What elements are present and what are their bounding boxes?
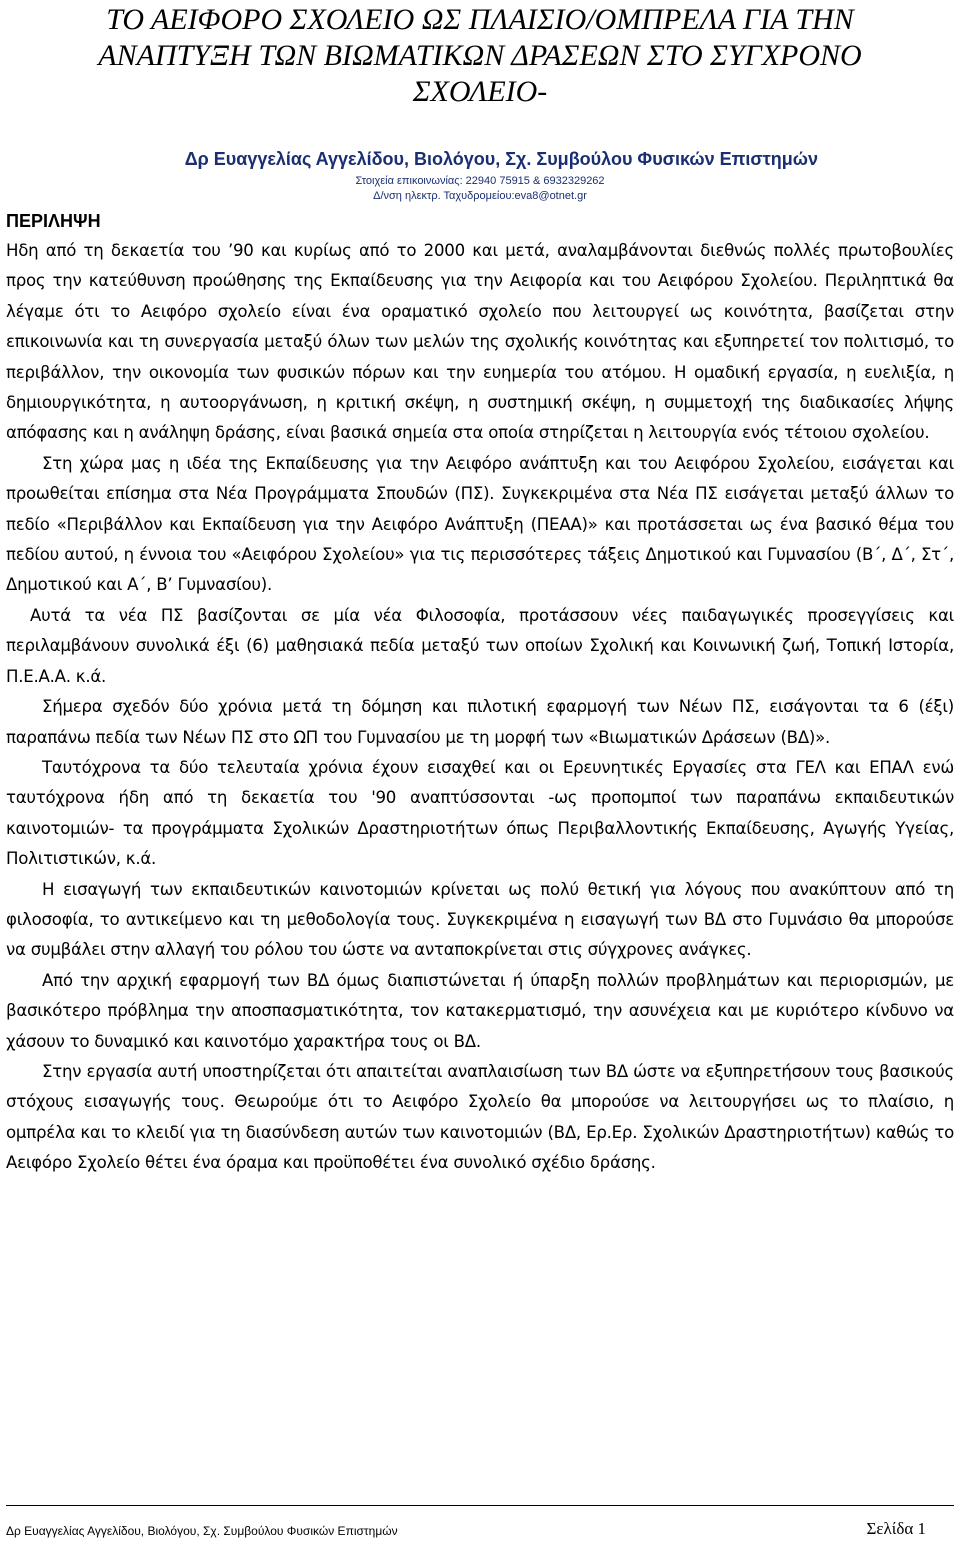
footer-author: Δρ Ευαγγελίας Αγγελίδου, Βιολόγου, Σχ. Συμβούλου Φυσικών Επιστημών <box>6 1524 398 1538</box>
paragraph: Αυτά τα νέα ΠΣ βασίζονται σε μία νέα Φιλοσοφία, προτάσσουν νέες παιδαγωγικές προσεγγίσεις και περιλαμβάνουν συνολικά έξι (6) μαθησιακά πεδία μεταξύ των οποίων Σχολική και Κοινωνική ζωή, Τοπική Ιστορία, Π.Ε.Α.Α. κ.ά. <box>6 605 954 686</box>
paragraph: Σήμερα σχεδόν δύο χρόνια μετά τη δόμηση και πιλοτική εφαρμογή των Νέων ΠΣ, εισάγονται τα 6 (έξι) παραπάνω πεδία των Νέων ΠΣ στο ΩΠ του Γυμνασίου με τη μορφή των «Βιωματικών Δράσεων (ΒΔ)». <box>6 697 954 747</box>
contact-info <box>270 174 690 204</box>
author-block <box>185 148 818 170</box>
document-body <box>6 236 954 1179</box>
paragraph: Στην εργασία αυτή υποστηρίζεται ότι απαιτείται αναπλαισίωση των ΒΔ ώστε να εξυπηρετήσουν τους βασικούς στόχους εισαγωγής τους. Θεωρούμε ότι το Αειφόρο Σχολείο θα μπορούσε να λειτουργήσει ως το πλαίσιο, η ομπρέλα και το κλειδί για τη διασύνδεση αυτών των καινοτομιών (ΒΔ, Ερ.Ερ. Σχολικών Δραστηριοτήτων) καθώς το Αειφόρο Σχολείο θέτει ένα όραμα και προϋποθέτει ένα συνολικό σχέδιο δράσης. <box>6 1061 954 1173</box>
paragraph: Στη χώρα μας η ιδέα της Εκπαίδευσης για την Αειφόρο ανάπτυξη και του Αειφόρου Σχολείου, εισάγεται και προωθείται επίσημα στα Νέα Προγράμματα Σπουδών (ΠΣ). Συγκεκριμένα στα Νέα ΠΣ εισάγεται μεταξύ άλλων το πεδίο «Περιβάλλον και Εκπαίδευση για την Αειφόρο Ανάπτυξη (ΠΕΑΑ)» και προτάσσεται ως ένα βασικό θέμα του πεδίου αυτού, η έννοια του «Αειφόρου Σχολείου» για τις περισσότερες τάξεις Δημοτικού και Γυμνασίου (Β΄, Δ΄, Στ΄, Δημοτικού και Α΄, Β’ Γυμνασίου). <box>6 453 954 595</box>
page-number: Σελίδα 1 <box>866 1519 926 1538</box>
title-line: ΑΝΑΠΤΥΞΗ ΤΩΝ ΒΙΩΜΑΤΙΚΩΝ ΔΡΑΣΕΩΝ ΣΤΟ ΣΥΓΧΡΟΝΟ <box>98 39 862 72</box>
contact-email: Δ/νση ηλεκτρ. Ταχυδρομείου:eva8@otnet.gr <box>373 190 587 202</box>
author-name: Δρ Ευαγγελίας Αγγελίδου, Βιολόγου, Σχ. Συμβούλου Φυσικών Επιστημών <box>184 149 818 169</box>
paragraph: Από την αρχική εφαρμογή των ΒΔ όμως διαπιστώνεται ή ύπαρξη πολλών προβλημάτων και περιορισμών, με βασικότερο πρόβλημα την αποσπασματικότητα, τον κατακερματισμό, την ασυνέχεια και με κυριότερο κίνδυνο να χάσουν το δυναμικό και καινοτόμο χαρακτήρα τους οι ΒΔ. <box>6 970 954 1051</box>
document-title <box>0 2 960 110</box>
paragraph: Ηδη από τη δεκαετία του ’90 και κυρίως από το 2000 και μετά, αναλαμβάνονται διεθνώς πολλές πρωτοβουλίες προς την κατεύθυνση προώθησης της Εκπαίδευσης για την Αειφορία και του Αειφόρου Σχολείου. Περιληπτικά θα λέγαμε ότι το Αειφόρο σχολείο είναι ένα οραματικό σχολείο που λειτουργεί ως κοινότητα, βασίζεται στην επικοινωνία και τη συνεργασία μεταξύ όλων των μελών της σχολικής κοινότητας και εξυπηρετεί τον πολιτισμό, το περιβάλλον, την οικονομία των φυσικών πόρων και την ευημερία του ατόμου. Η ομαδική εργασία, η ευελιξία, η δημιουργικότητα, η αυτοοργάνωση, η κριτική σκέψη, η συστημική σκέψη, η συμμετοχή της διαδικασίες λήψης απόφασης και η ανάληψη δράσης, είναι βασικά σημεία στα οποία στηρίζεται η λειτουργία ενός τέτοιου σχολείου. <box>6 241 954 443</box>
footer-divider <box>6 1505 954 1506</box>
contact-phone: Στοιχεία επικοινωνίας: 22940 75915 & 6932329262 <box>355 175 605 187</box>
paragraph: Η εισαγωγή των εκπαιδευτικών καινοτομιών κρίνεται ως πολύ θετική για λόγους που ανακύπτουν από τη φιλοσοφία, το αντικείμενο και τη μεθοδολογία τους. Συγκεκριμένα η εισαγωγή των ΒΔ στο Γυμνάσιο θα μπορούσε να συμβάλει στην αλλαγή του ρόλου του ώστε να ανταποκρίνεται στις σύγχρονες ανάγκες. <box>6 879 954 960</box>
title-line: ΤΟ ΑΕΙΦΟΡΟ ΣΧΟΛΕΙΟ ΩΣ ΠΛΑΙΣΙΟ/ΟΜΠΡΕΛΑ ΓΙΑ ΤΗΝ <box>106 3 854 36</box>
paragraph: Ταυτόχρονα τα δύο τελευταία χρόνια έχουν εισαχθεί και οι Ερευνητικές Εργασίες στα ΓΕΛ και ΕΠΑΛ ενώ ταυτόχρονα ήδη από τη δεκαετία του '90 αναπτύσσονται -ως προπομποί των παραπάνω εκπαιδευτικών καινοτομιών- τα προγράμματα Σχολικών Δραστηριοτήτων όπως Περιβαλλοντικής Εκπαίδευσης, Αγωγής Υγείας, Πολιτιστικών, κ.ά. <box>6 757 954 869</box>
title-line: ΣΧΟΛΕΙΟ- <box>412 75 548 108</box>
summary-heading: ΠΕΡΙΛΗΨΗ <box>6 211 101 231</box>
